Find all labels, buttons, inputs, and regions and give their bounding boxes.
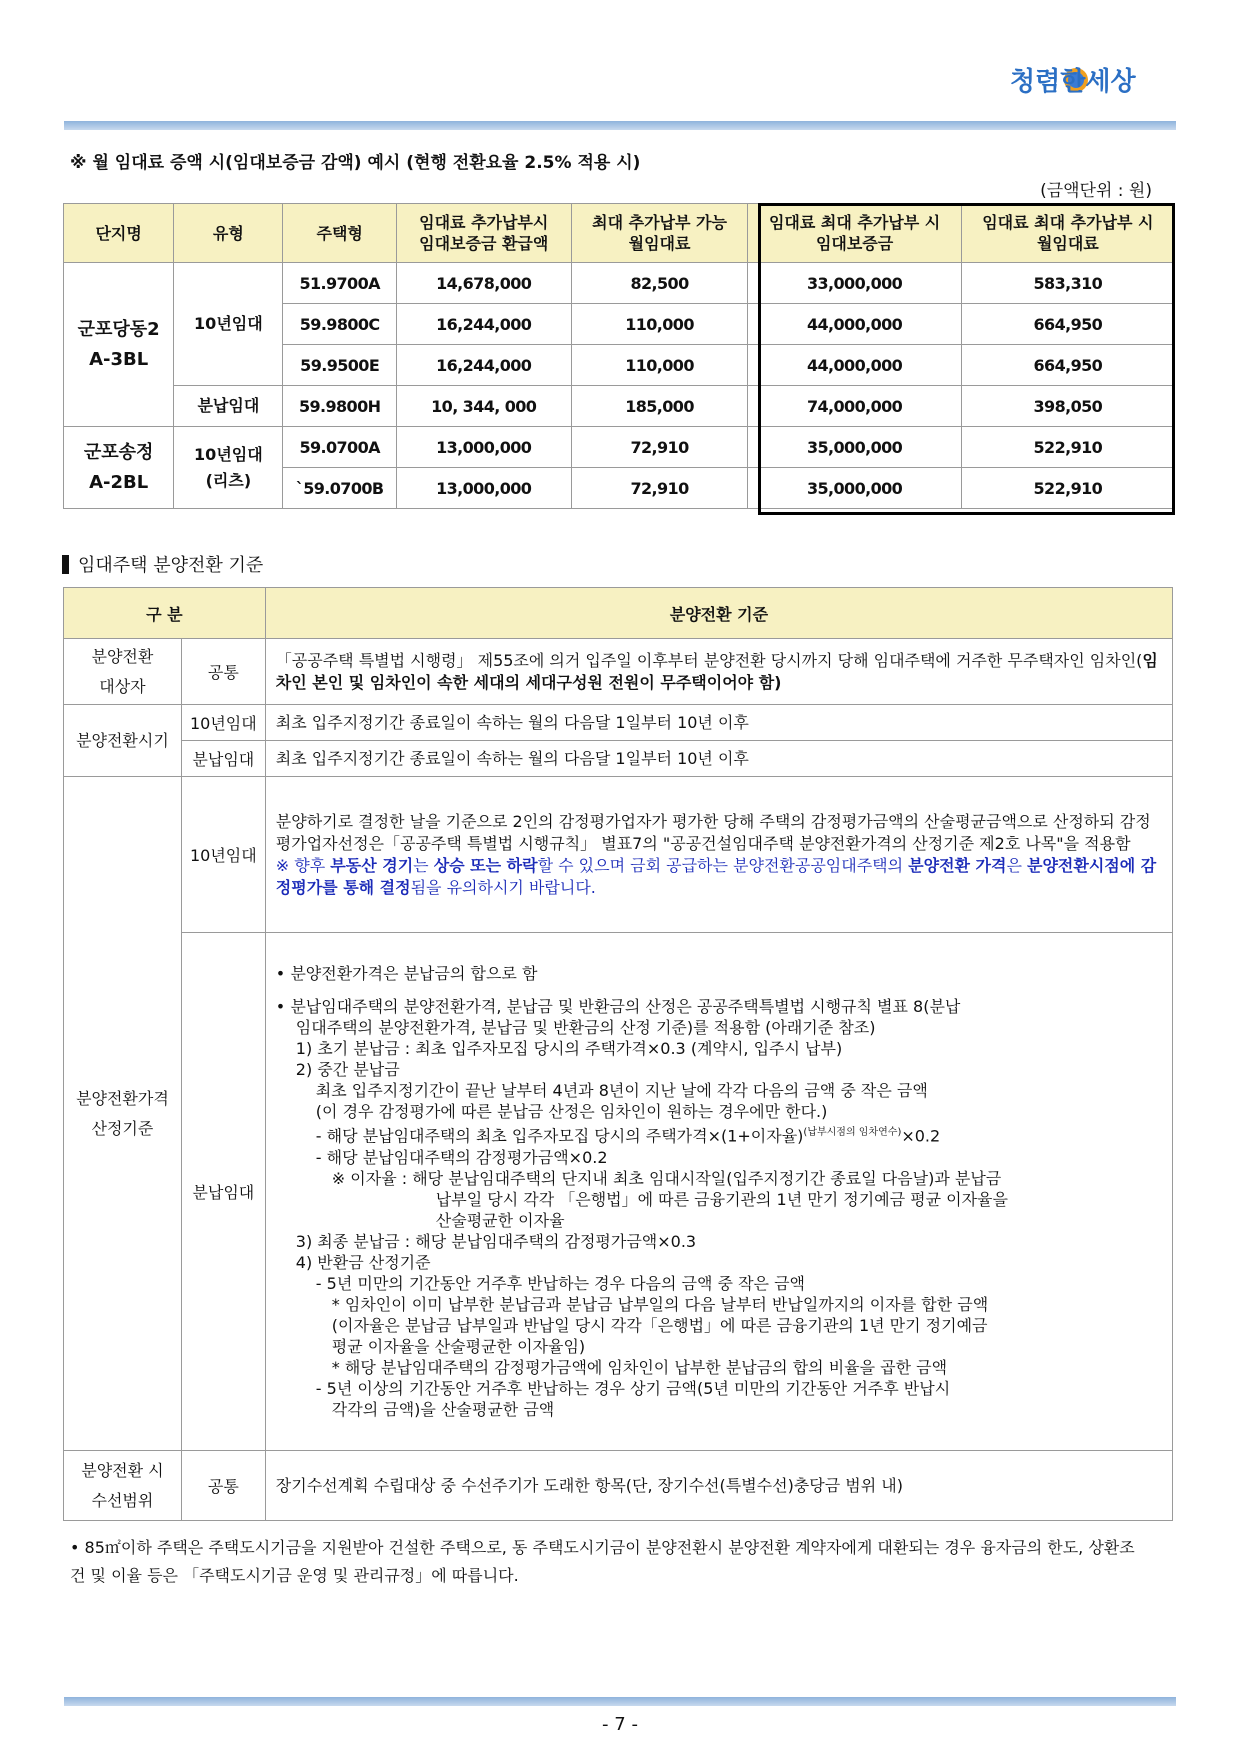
house-type: 51.9700A bbox=[283, 263, 396, 304]
table-cell: 35,000,000 bbox=[748, 468, 961, 509]
timing-text: 최초 입주지정기간 종료일이 속하는 월의 다음달 1일부터 10년 이후 bbox=[265, 741, 1172, 777]
table-row bbox=[64, 777, 1173, 933]
table-cell: 14,678,000 bbox=[396, 263, 571, 304]
table-cell: 13,000,000 bbox=[396, 468, 571, 509]
table-cell: 522,910 bbox=[961, 427, 1174, 468]
square-bullet-icon bbox=[62, 555, 69, 574]
table-row bbox=[64, 639, 1173, 705]
price-bunnap-text: • 분양전환가격은 분납금의 합으로 함 • 분납임대주택의 분양전환가격, 분납금 및 반환금의 산정은 공공주택특별법 시행규칙 별표 8(분납 임대주택의 분양전환가격, 분납금 및 반환금의 산정 기준)를 적용함 (아래기준 참조) 1) 초기 분납금 : 최초 입주자모집 당시의 주택가격×0.3 (계약시, 입주시 납부) 2) 중간 분납금 최초 입주지정기간이 끝난 날부터 4년과 8년이 지난 날에 각각 다음의 금액 중 작은 금액 (이 경우 감정평가에 따른 분납금 산정은 임차인이 원하는 경우에만 한다.) - 해당 분납임대주택의 최초 입주자모집 당시의 주택가격×(1+이자율)$^{(납부시점의 임차연수)}$×0.2 - 해당 분납임대주택의 감정평가금액×0.2 ※ 이자율 : 해당 분납임대주택의 단지내 최초 임대시작일(입주지정기간 종료일 다음날)과 분납금 납부일 당시 각각 「은행법」에 따른 금융기관의 1년 만기 정기예금 평균 이자율을 산술평균한 이자율 3) 최종 분납금 : 해당 분납임대주택의 감정평가금액×0.3 4) 반환금 산정기준 - 5년 미만의 기간동안 거주후 반납하는 경우 다음의 금액 중 작은 금액 * 임차인이 이미 납부한 분납금과 분납금 납부일의 다음 날부터 반납일까지의 이자를 합한 금액 (이자율은 분납금 납부일과 반납일 당시 각각「은행법」에 따른 금융기관의 1년 만기 정기예금 평균 이자율을 산술평균한 이자율임) * 해당 분납임대주택의 감정평가금액에 임차인이 납부한 분납금의 합의 비율을 곱한 금액 - 5년 이상의 기간동안 거주후 반납하는 경우 상기 금액(5년 미만의 기간동안 거주후 반납시 각각의 금액)을 산술평균한 금액 bbox=[265, 933, 1172, 1451]
table-cell: 522,910 bbox=[961, 468, 1174, 509]
table-cell: 74,000,000 bbox=[748, 386, 961, 427]
category-label: 분양전환가격 산정기준 bbox=[64, 777, 182, 1451]
complex-name: 군포송정 A-2BL bbox=[64, 427, 174, 509]
col-header: 임대료 최대 추가납부 시 임대보증금 bbox=[748, 204, 961, 263]
table-cell: 35,000,000 bbox=[748, 427, 961, 468]
subcategory-label: 분납임대 bbox=[181, 741, 265, 777]
rental-type: 분납임대 bbox=[174, 386, 283, 427]
price-10y-text: 분양하기로 결정한 날을 기준으로 2인의 감정평가업자가 평가한 당해 주택의 감정평가금액의 산술평균금액으로 산정하되 감정평가업자선정은「공공주택 특별법 시행규칙」 별표7의 "공공건설임대주택 분양전환가격의 산정기준 제2호 나목"을 적용함 ※ 향후 부동산 경기는 상승 또는 하락할 수 있으며 금회 공급하는 분양전환공공임대주택의 분양전환 가격은 분양전환시점에 감정평가를 통해 결정됨을 유의하시기 바랍니다. bbox=[265, 777, 1172, 933]
rental-type: 10년임대 bbox=[174, 263, 283, 386]
house-type: `59.0700B bbox=[283, 468, 396, 509]
top-divider bbox=[64, 121, 1176, 130]
table-row bbox=[64, 705, 1173, 741]
section2-heading bbox=[62, 551, 263, 577]
table-cell: 72,910 bbox=[571, 468, 748, 509]
category-label: 분양전환시기 bbox=[64, 705, 182, 777]
page-number: - 7 - bbox=[602, 1714, 638, 1735]
section2-heading-text: 임대주택 분양전환 기준 bbox=[78, 555, 264, 576]
section1-heading: ※ 월 임대료 증액 시(임대보증금 감액) 예시 (현행 전환요율 2.5% 적용 시) bbox=[70, 153, 641, 173]
col-header: 최대 추가납부 가능 월임대료 bbox=[571, 204, 748, 263]
table-row bbox=[64, 427, 1175, 468]
table-header-row bbox=[64, 204, 1175, 263]
category-label: 분양전환 시 수선범위 bbox=[64, 1451, 182, 1521]
table-cell: 664,950 bbox=[961, 304, 1174, 345]
table-cell: 33,000,000 bbox=[748, 263, 961, 304]
table-cell: 16,244,000 bbox=[396, 304, 571, 345]
unit-label: (금액단위 : 원) bbox=[1040, 181, 1152, 201]
subcategory-label: 공통 bbox=[181, 639, 265, 705]
house-type: 59.9500E bbox=[283, 345, 396, 386]
category-label: 분양전환 대상자 bbox=[64, 639, 182, 705]
table-cell: 16,244,000 bbox=[396, 345, 571, 386]
table-row bbox=[64, 386, 1175, 427]
table-cell: 82,500 bbox=[571, 263, 748, 304]
col-header: 주택형 bbox=[283, 204, 396, 263]
col-header: 임대료 최대 추가납부 시 월임대료 bbox=[961, 204, 1174, 263]
timing-text: 최초 입주지정기간 종료일이 속하는 월의 다음달 1일부터 10년 이후 bbox=[265, 705, 1172, 741]
subcategory-label: 10년임대 bbox=[181, 705, 265, 741]
table-cell: 72,910 bbox=[571, 427, 748, 468]
table-cell: 398,050 bbox=[961, 386, 1174, 427]
subcategory-label: 분납임대 bbox=[181, 933, 265, 1451]
col-header: 분양전환 기준 bbox=[265, 588, 1172, 639]
table-row bbox=[64, 263, 1175, 304]
conversion-criteria-table bbox=[63, 587, 1173, 1521]
footnote: • 85㎡이하 주택은 주택도시기금을 지원받아 건설한 주택으로, 동 주택도시기금이 분양전환시 분양전환 계약자에게 대환되는 경우 융자금의 한도, 상환조건 및 이율 등은 「주택도시기금 운영 및 관리규정」에 따릅니다. bbox=[70, 1538, 1135, 1585]
subcategory-label: 공통 bbox=[181, 1451, 265, 1521]
col-header: 임대료 추가납부시 임대보증금 환급액 bbox=[396, 204, 571, 263]
table-cell: 110,000 bbox=[571, 304, 748, 345]
table-row bbox=[64, 1451, 1173, 1521]
target-text: 「공공주택 특별법 시행령」 제55조에 의거 입주일 이후부터 분양전환 당시까지 당해 임대주택에 거주한 무주택자인 임차인(임차인 본인 및 임차인이 속한 세대의 세대구성원 전원이 무주택이어야 함) bbox=[265, 639, 1172, 705]
table-cell: 664,950 bbox=[961, 345, 1174, 386]
house-type: 59.9800H bbox=[283, 386, 396, 427]
complex-name: 군포당동2 A-3BL bbox=[64, 263, 174, 427]
house-type: 59.9800C bbox=[283, 304, 396, 345]
table-cell: 44,000,000 bbox=[748, 304, 961, 345]
table-cell: 110,000 bbox=[571, 345, 748, 386]
repair-text: 장기수선계획 수립대상 중 수선주기가 도래한 항목(단, 장기수선(특별수선)충당금 범위 내) bbox=[265, 1451, 1172, 1521]
table-cell: 44,000,000 bbox=[748, 345, 961, 386]
rental-type: 10년임대 (리츠) bbox=[174, 427, 283, 509]
col-header: 단지명 bbox=[64, 204, 174, 263]
house-type: 59.0700A bbox=[283, 427, 396, 468]
table-cell: 185,000 bbox=[571, 386, 748, 427]
table-cell: 13,000,000 bbox=[396, 427, 571, 468]
bottom-divider bbox=[64, 1697, 1176, 1706]
rent-increase-table bbox=[63, 203, 1175, 509]
col-header: 유형 bbox=[174, 204, 283, 263]
logo bbox=[1010, 56, 1160, 106]
table-row bbox=[64, 741, 1173, 777]
table-cell: 583,310 bbox=[961, 263, 1174, 304]
table-cell: 10, 344, 000 bbox=[396, 386, 571, 427]
table-row bbox=[64, 933, 1173, 1451]
subcategory-label: 10년임대 bbox=[181, 777, 265, 933]
logo-text: 청렴한세상 bbox=[1010, 67, 1136, 97]
table-header-row bbox=[64, 588, 1173, 639]
col-header: 구 분 bbox=[64, 588, 266, 639]
